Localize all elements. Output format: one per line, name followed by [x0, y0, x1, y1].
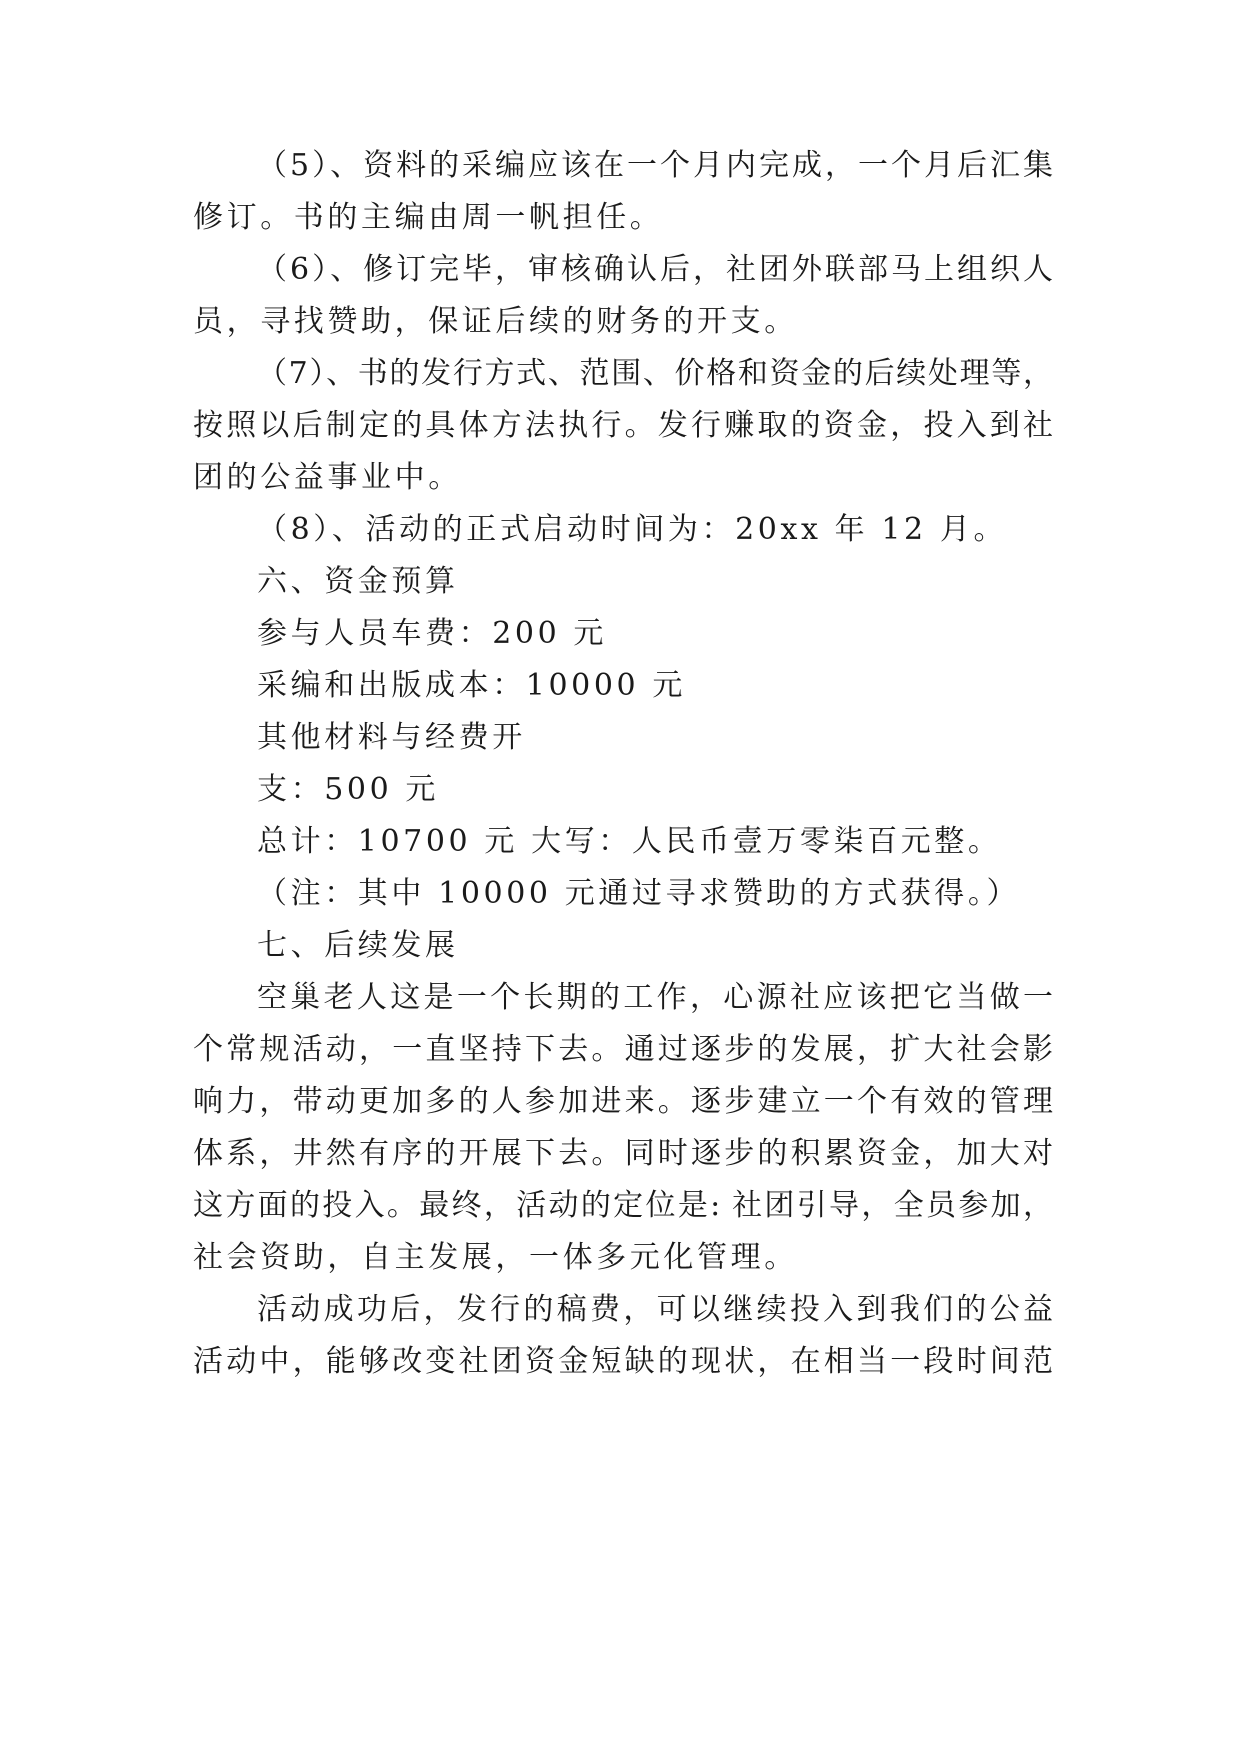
text-line: 修订。书的主编由周一帆担任。: [193, 200, 664, 235]
text-line: 响力，带动更加多的人参加进来。逐步建立一个有效的管理: [193, 1084, 1053, 1119]
text-line: 社会资助，自主发展，一体多元化管理。: [193, 1240, 798, 1275]
text-line: 团的公益事业中。: [193, 460, 462, 495]
text-line: 活动中，能够改变社团资金短缺的现状，在相当一段时间范: [193, 1344, 1053, 1379]
text-line: 按照以后制定的具体方法执行。发行赚取的资金，投入到社: [193, 408, 1053, 443]
text-line: 活动成功后，发行的稿费，可以继续投入到我们的公益: [257, 1292, 1053, 1327]
text-line: 空巢老人这是一个长期的工作，心源社应该把它当做一: [257, 980, 1053, 1015]
budget-item: 参与人员车费：200 元: [257, 616, 607, 651]
section-heading: 七、后续发展: [257, 928, 459, 963]
text-line: （7）、书的发行方式、范围、价格和资金的后续处理等，: [257, 356, 1053, 391]
text-line: （5）、资料的采编应该在一个月内完成，一个月后汇集: [257, 148, 1053, 183]
text-line: 员，寻找赞助，保证后续的财务的开支。: [193, 304, 798, 339]
section-heading: 六、资金预算: [257, 564, 459, 599]
budget-note: （注：其中 10000 元通过寻求赞助的方式获得。）: [257, 876, 1021, 911]
budget-item: 采编和出版成本：10000 元: [257, 668, 686, 703]
text-line: 这方面的投入。最终，活动的定位是: 社团引导，全员参加，: [193, 1188, 1053, 1223]
text-line: 个常规活动，一直坚持下去。通过逐步的发展，扩大社会影: [193, 1032, 1053, 1067]
budget-item: 支：500 元: [257, 772, 439, 807]
budget-total: 总计：10700 元 大写：人民币壹万零柒百元整。: [257, 824, 1002, 859]
text-line: （8）、活动的正式启动时间为：20xx 年 12 月。: [257, 512, 1008, 547]
text-line: 体系，井然有序的开展下去。同时逐步的积累资金，加大对: [193, 1136, 1053, 1171]
budget-item: 其他材料与经费开: [257, 720, 526, 755]
text-line: （6）、修订完毕，审核确认后，社团外联部马上组织人: [257, 252, 1053, 287]
